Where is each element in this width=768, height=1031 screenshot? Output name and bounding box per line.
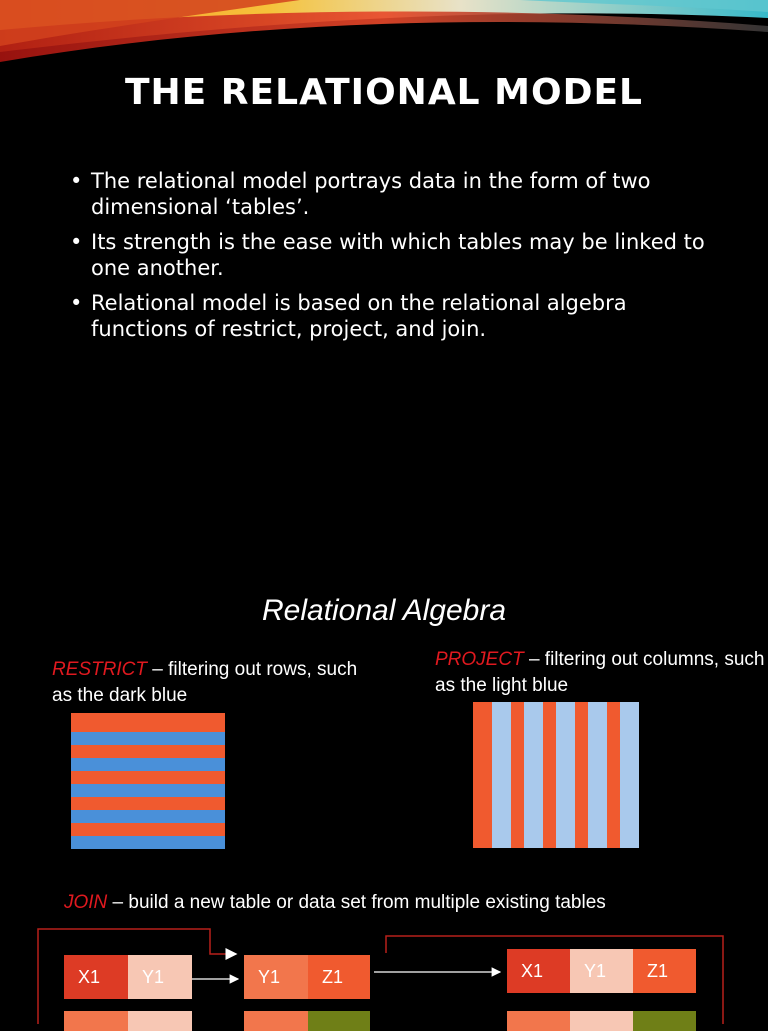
- join-cell-partial: [507, 1011, 570, 1031]
- table-column-light-blue: [588, 702, 607, 848]
- join-description: – build a new table or data set from multiple existing tables: [107, 892, 606, 913]
- join-cell-partial: [64, 1011, 128, 1031]
- project-table-diagram: [473, 702, 639, 848]
- restrict-table-diagram: [71, 713, 225, 849]
- table-column-red: [511, 702, 524, 848]
- join-cell: Y1: [570, 949, 633, 993]
- join-cell-partial: [128, 1011, 192, 1031]
- join-cell-partial: [633, 1011, 696, 1031]
- restrict-keyword: RESTRICT: [52, 659, 147, 680]
- project-caption: [435, 647, 768, 699]
- table-row-red: [71, 823, 225, 836]
- project-keyword: PROJECT: [435, 649, 524, 670]
- table-column-red: [543, 702, 556, 848]
- decorative-swoosh-banner: [0, 0, 768, 80]
- table-row-blue: [71, 758, 225, 771]
- bullet-list: [70, 168, 710, 351]
- restrict-description: – filtering out rows, such as the dark blue: [52, 659, 358, 706]
- project-description: – filtering out columns, such as the light blue: [435, 649, 765, 696]
- table-row-red: [71, 713, 225, 732]
- table-row-red: [71, 771, 225, 784]
- join-cell: X1: [64, 955, 128, 999]
- bullet-item: • Relational model is based on the relational algebra functions of restrict, project, and join.: [70, 290, 710, 342]
- join-cell-partial: [570, 1011, 633, 1031]
- join-keyword: JOIN: [64, 892, 108, 913]
- table-row-red: [71, 745, 225, 758]
- join-cell: X1: [507, 949, 570, 993]
- join-cell: Z1: [308, 955, 370, 999]
- join-cell: Z1: [633, 949, 696, 993]
- table-row-red: [71, 797, 225, 810]
- bullet-item: • The relational model portrays data in the form of two dimensional ‘tables’.: [70, 168, 710, 220]
- relational-algebra-heading: Relational Algebra: [261, 594, 507, 627]
- table-column-light-blue: [620, 702, 639, 848]
- table-column-red: [473, 702, 492, 848]
- join-cell-partial: [308, 1011, 370, 1031]
- join-caption: [64, 890, 744, 916]
- bullet-item: • Its strength is the ease with which tables may be linked to one another.: [70, 229, 710, 281]
- table-column-light-blue: [524, 702, 543, 848]
- table-column-red: [575, 702, 588, 848]
- join-cell: Y1: [128, 955, 192, 999]
- table-column-red: [607, 702, 620, 848]
- table-row-blue: [71, 784, 225, 797]
- slide-title: THE RELATIONAL MODEL: [125, 72, 643, 113]
- restrict-caption: [52, 657, 372, 709]
- join-cell: Y1: [244, 955, 308, 999]
- table-column-light-blue: [492, 702, 511, 848]
- table-row-blue: [71, 810, 225, 823]
- join-cell-partial: [244, 1011, 308, 1031]
- table-row-blue: [71, 836, 225, 849]
- table-row-blue: [71, 732, 225, 745]
- table-column-light-blue: [556, 702, 575, 848]
